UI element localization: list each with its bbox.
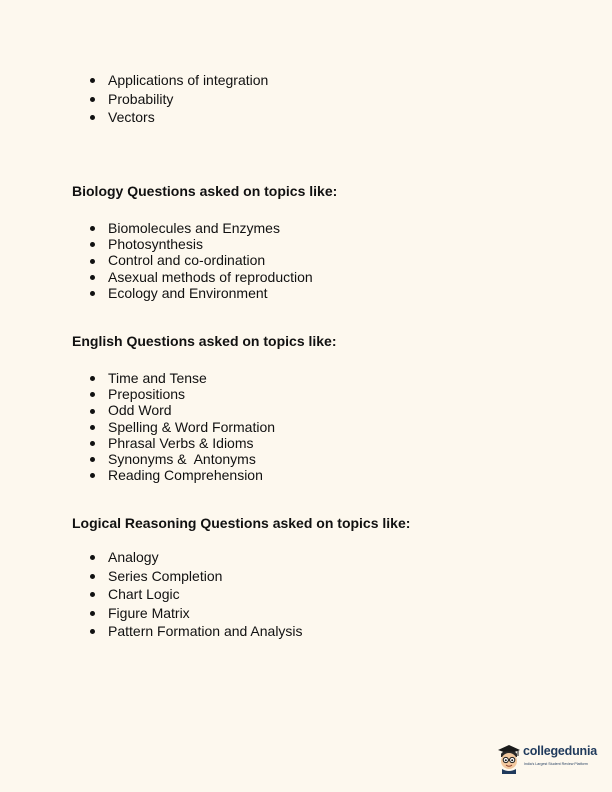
logical-reasoning-topics-list — [90, 548, 303, 641]
list-item: Series Completion — [90, 567, 303, 586]
list-item: Synonyms & Antonyms — [90, 451, 275, 467]
list-item: Ecology and Environment — [90, 285, 313, 301]
list-item: Chart Logic — [90, 585, 303, 604]
biology-topics-list — [90, 220, 313, 301]
list-item: Pattern Formation and Analysis — [90, 622, 303, 641]
biology-heading: Biology Questions asked on topics like: — [72, 183, 338, 199]
student-mascot-icon — [496, 742, 522, 774]
list-item: Figure Matrix — [90, 604, 303, 623]
math-topics-list — [90, 71, 268, 127]
list-item: Probability — [90, 90, 268, 109]
list-item: Reading Comprehension — [90, 467, 275, 483]
list-item: Photosynthesis — [90, 236, 313, 252]
list-item: Vectors — [90, 108, 268, 127]
list-item: Analogy — [90, 548, 303, 567]
collegedunia-logo — [496, 740, 600, 776]
logo-wordmark: collegedunia — [523, 744, 598, 758]
list-item: Control and co-ordination — [90, 252, 313, 268]
list-item: Time and Tense — [90, 370, 275, 386]
list-item: Odd Word — [90, 402, 275, 418]
english-heading: English Questions asked on topics like: — [72, 333, 337, 349]
list-item: Biomolecules and Enzymes — [90, 220, 313, 236]
list-item: Prepositions — [90, 386, 275, 402]
list-item: Spelling & Word Formation — [90, 419, 275, 435]
list-item: Phrasal Verbs & Idioms — [90, 435, 275, 451]
logo-tagline: India's Largest Student Review Platform — [524, 762, 588, 766]
logical-reasoning-heading: Logical Reasoning Questions asked on topics like: — [72, 515, 411, 531]
list-item: Asexual methods of reproduction — [90, 269, 313, 285]
list-item: Applications of integration — [90, 71, 268, 90]
english-topics-list — [90, 370, 275, 483]
